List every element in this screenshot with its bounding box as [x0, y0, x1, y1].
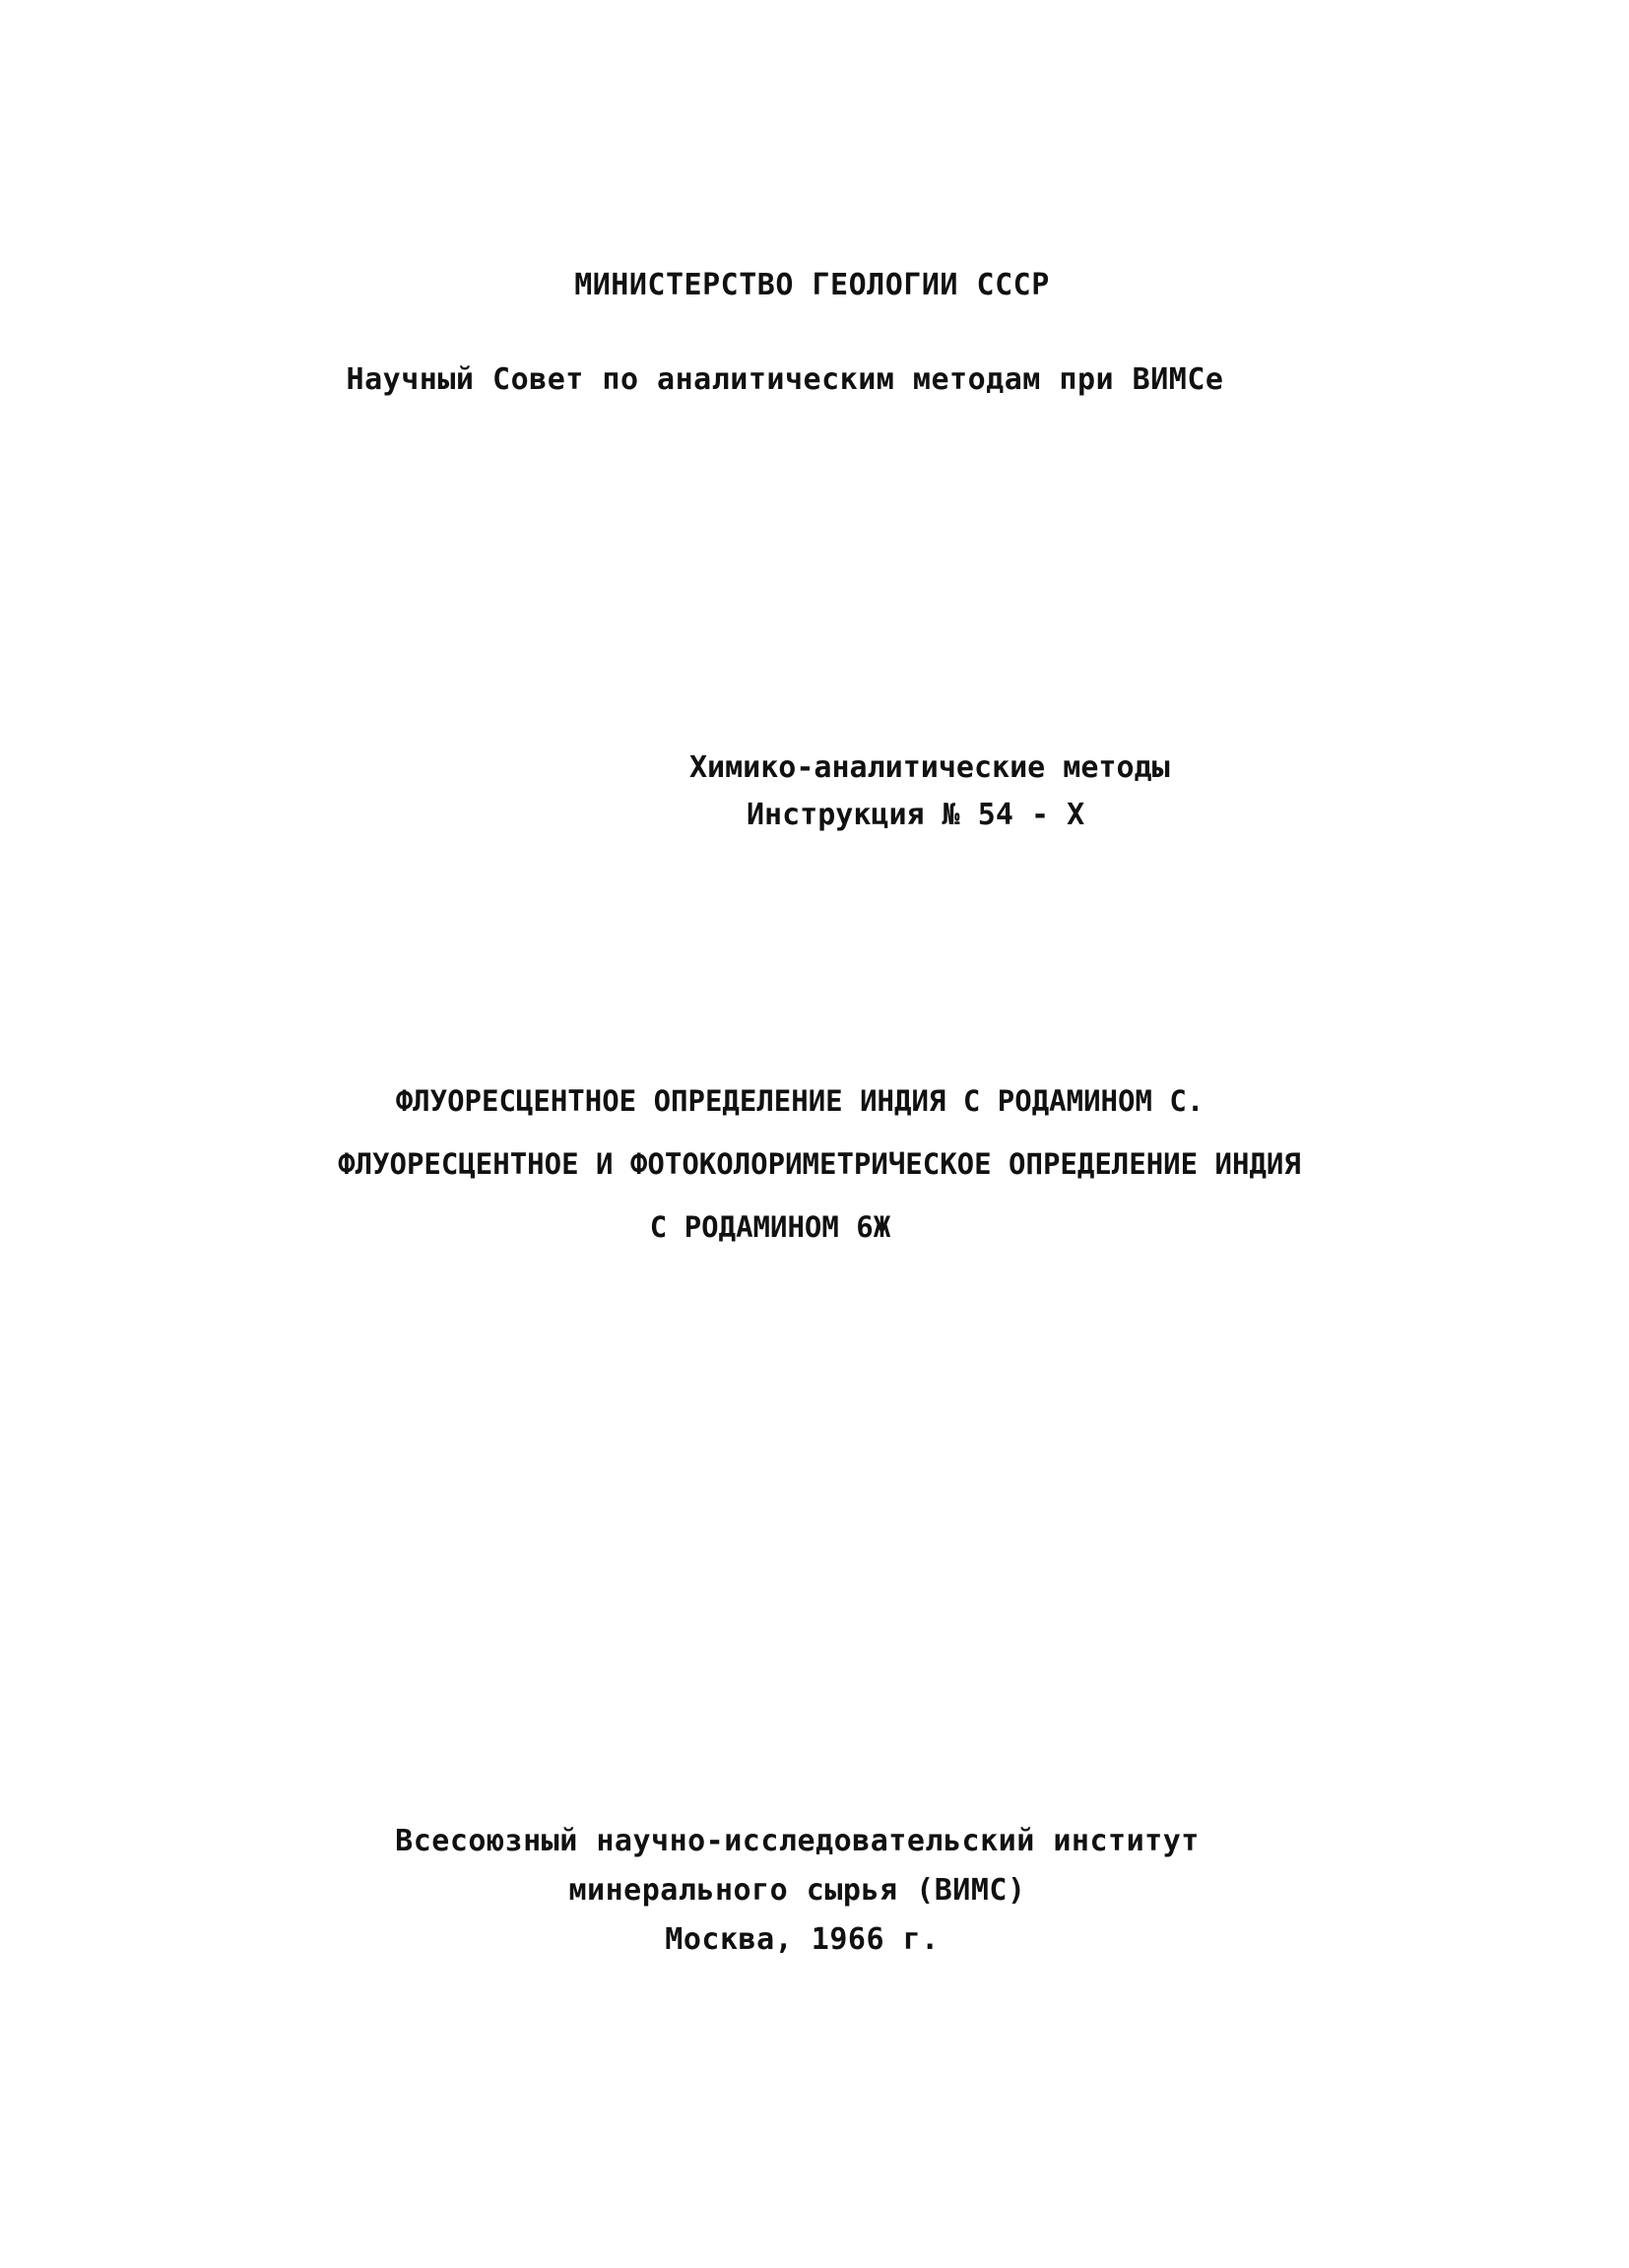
- publisher-institute: Всесоюзный научно-исследовательский институт: [395, 1824, 1200, 1858]
- instruction-number: Инструкция № 54 - Х: [747, 798, 1085, 832]
- publication-place-year: Москва, 1966 г.: [665, 1922, 940, 1957]
- council-heading: Научный Совет по аналитическим методам при ВИМСе: [346, 362, 1224, 397]
- ministry-heading: МИНИСТЕРСТВО ГЕОЛОГИИ СССР: [574, 268, 1050, 302]
- document-title-line-2: ФЛУОРЕСЦЕНТНОЕ И ФОТОКОЛОРИМЕТРИЧЕСКОЕ ОПРЕДЕЛЕНИЕ ИНДИЯ: [338, 1147, 1301, 1181]
- publisher-abbreviation: минерального сырья (ВИМС): [568, 1873, 1026, 1908]
- series-category: Химико-аналитические методы: [689, 750, 1170, 785]
- document-title-line-1: ФЛУОРЕСЦЕНТНОЕ ОПРЕДЕЛЕНИЕ ИНДИЯ С РОДАМИНОМ С.: [395, 1084, 1205, 1118]
- document-title-line-3: С РОДАМИНОМ 6Ж: [649, 1210, 891, 1244]
